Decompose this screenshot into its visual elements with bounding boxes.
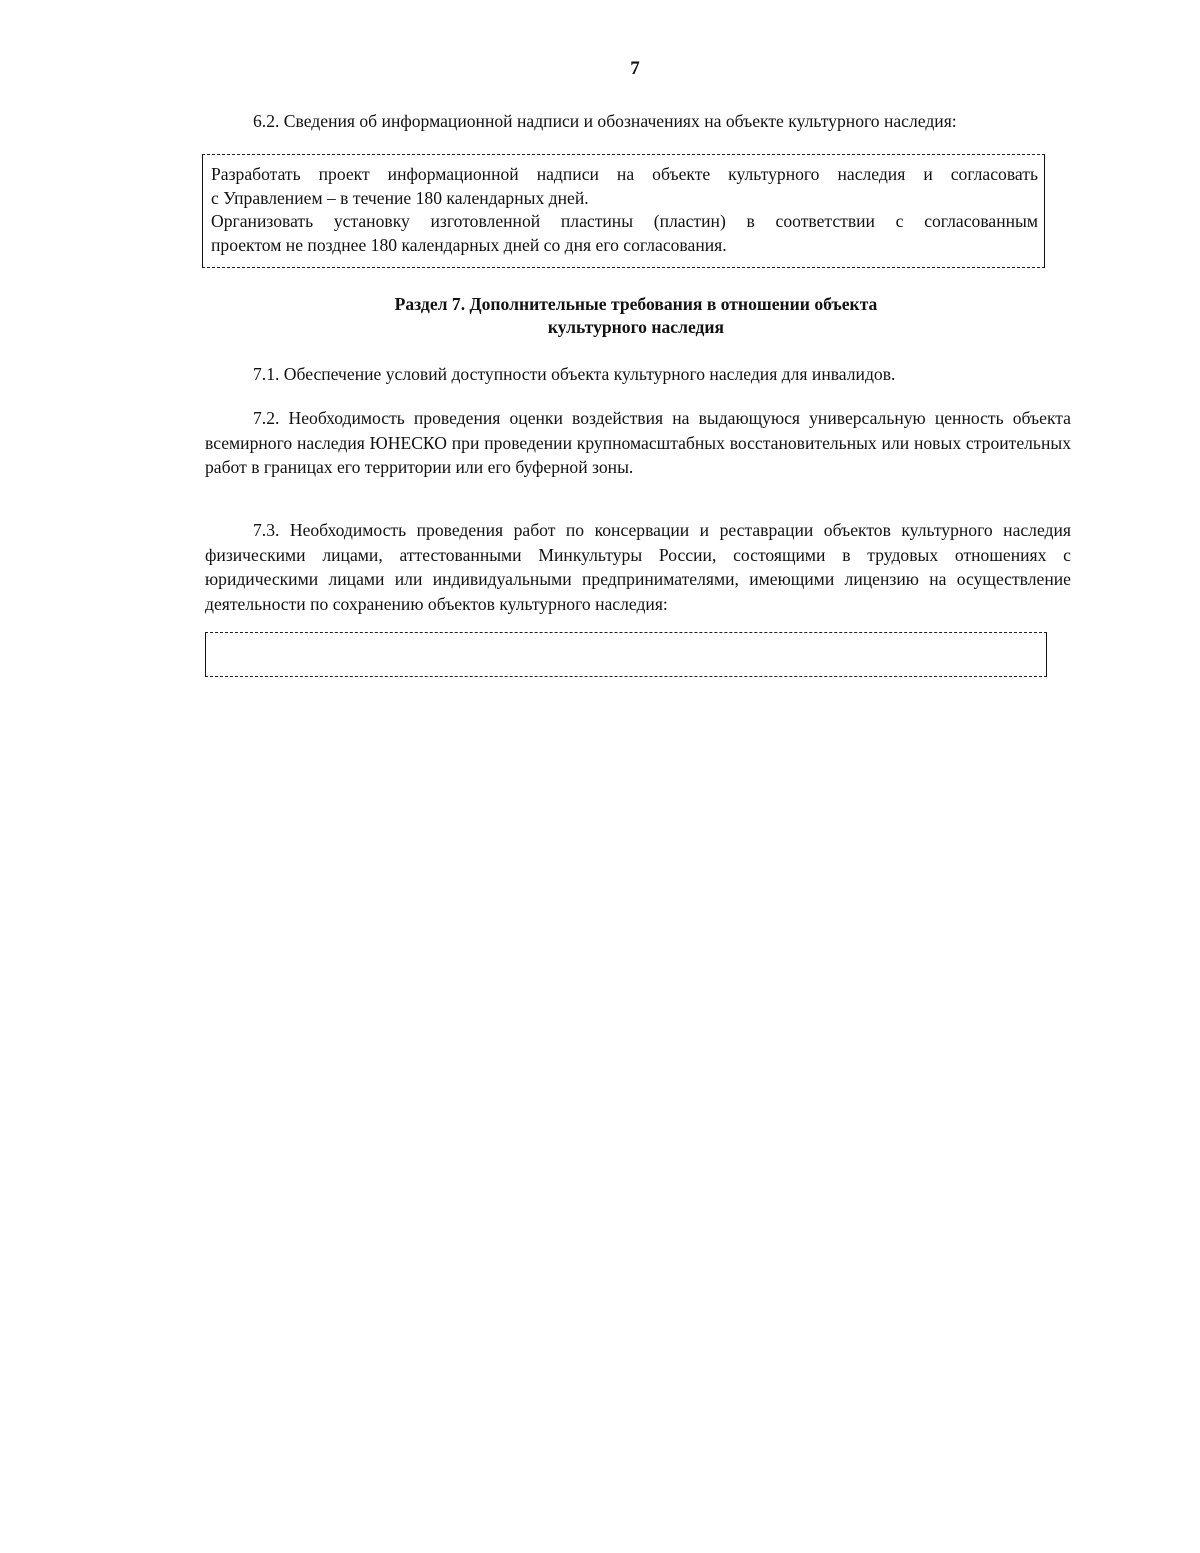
section-7-heading bbox=[0, 293, 1200, 339]
box-line-2: с Управлением – в течение 180 календарных дней. bbox=[211, 187, 589, 208]
box-line-1: Разработать проект информационной надписи на объекте культурного наследия и согласовать bbox=[211, 164, 1038, 184]
section-7-heading-line-1: Раздел 7. Дополнительные требования в отношении объекта bbox=[394, 294, 878, 314]
information-inscription-box bbox=[202, 154, 1045, 268]
box-line-3: Организовать установку изготовленной пластины (пластин) в соответствии с согласованным bbox=[211, 211, 1038, 231]
item-7-2-text: 7.2. Необходимость проведения оценки воздействия на выдающуюся универсальную ценность объекта всемирного наследия ЮНЕСКО при проведении крупномасштабных восстановительных или новых строительных работ в границах его территории или его буферной зоны. bbox=[205, 408, 1071, 477]
box-line-4: проектом не позднее 180 календарных дней со дня его согласования. bbox=[211, 234, 727, 255]
page-number: 7 bbox=[630, 58, 640, 79]
item-7-3-empty-box bbox=[205, 632, 1047, 677]
item-6-2-text: 6.2. Сведения об информационной надписи и обозначениях на объекте культурного наследия: bbox=[253, 111, 957, 131]
item-7-1-text: 7.1. Обеспечение условий доступности объекта культурного наследия для инвалидов. bbox=[253, 364, 896, 384]
section-7-heading-line-2: культурного наследия bbox=[547, 317, 725, 337]
item-7-3-text: 7.3. Необходимость проведения работ по консервации и реставрации объектов культурного наследия физическими лицами, аттестованными Минкультуры России, состоящими в трудовых отношениях с юридическими лицами или индивидуальными предпринимателями, имеющими лицензию на осуществление деятельности по сохранению объектов культурного наследия: bbox=[205, 520, 1071, 614]
